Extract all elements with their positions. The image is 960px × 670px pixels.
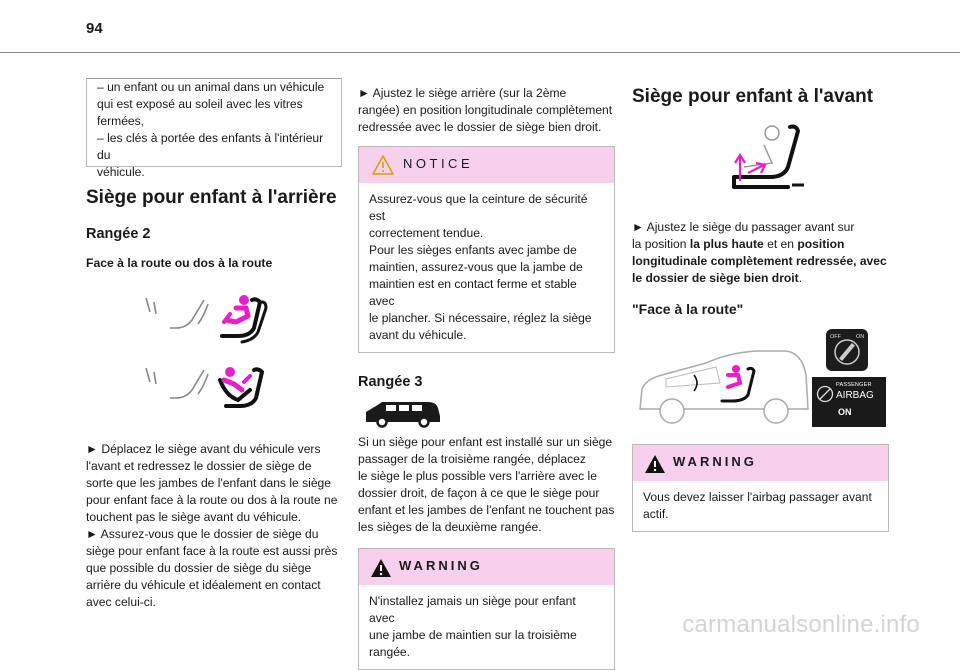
warning-body <box>359 585 614 669</box>
rearward-facing-seat-icon <box>146 367 262 406</box>
notice-line: Pour les sièges enfants avec jambe de <box>369 243 577 257</box>
face-road-subtitle: "Face à la route" <box>632 301 744 317</box>
forward-rearward-subtitle: Face à la route ou dos à la route <box>86 256 273 270</box>
watermark: carmanualsonline.info <box>682 611 920 638</box>
para-line: dossier droit, de façon à ce que le siège pour <box>358 486 600 500</box>
warning-line: N'installez jamais un siège pour enfant avec <box>369 594 576 625</box>
para-bold: la plus haute <box>689 237 764 251</box>
list-line: véhicule. <box>97 165 145 179</box>
row-2-title: Rangée 2 <box>86 226 151 242</box>
column-2 <box>358 78 615 670</box>
indicator-passenger-text: PASSENGER <box>836 382 872 388</box>
para-line <box>632 253 889 270</box>
para-bold: , avec <box>853 254 887 268</box>
para-bold: le dossier de siège bien droit <box>632 271 799 285</box>
passenger-airbag-indicator <box>812 377 886 427</box>
warning-triangle-icon <box>369 557 393 579</box>
para-line: Si un siège pour enfant est installé sur un siège <box>358 435 613 449</box>
para-fragment: et en <box>763 237 798 251</box>
para-bold: longitudinale complètement redressée <box>632 254 854 268</box>
warning-line: actif. <box>643 507 669 521</box>
airbag-no-child-seat-icon <box>816 385 834 403</box>
column-3 <box>632 78 889 532</box>
para-line: sorte que les jambes de l'enfant dans le siège <box>86 476 332 490</box>
para-line: arrière du véhicule et idéalement en contact <box>86 578 321 592</box>
warning-body <box>633 481 888 531</box>
notice-line: le plancher. Si nécessaire, réglez la siège <box>369 311 592 325</box>
key-switch-glyph <box>826 329 868 371</box>
para-fragment: . <box>798 271 803 285</box>
switch-off-label: OFF <box>830 334 841 340</box>
para-line: le siège le plus possible vers l'arrière avec le <box>358 469 597 483</box>
para-line: l'avant et redressez le dossier de siège de <box>86 459 312 473</box>
notice-line: maintien, assurez-vous que la jambe de <box>369 260 583 274</box>
front-seat-adjust-illustration <box>704 123 814 203</box>
warning-label: WARNING <box>673 454 757 469</box>
para-line: ► Assurez-vous que le dossier de siège du <box>86 527 319 541</box>
airbag-figure <box>632 329 889 433</box>
notice-triangle-icon <box>371 154 395 176</box>
continued-list <box>97 79 331 181</box>
row-3-text <box>358 434 615 536</box>
warning-label: WARNING <box>399 558 483 573</box>
para-line: enfant et les jambes de l'enfant ne touchent pas <box>358 503 615 517</box>
rear-seat-adjust-text <box>358 85 615 136</box>
para-line: rangée) en position longitudinale complètement <box>358 103 613 117</box>
indicator-airbag-text: AIRBAG <box>836 390 874 401</box>
para-line: pour enfant face à la route ou dos à la route ne <box>86 493 338 507</box>
warning-triangle-icon <box>643 453 667 475</box>
forward-facing-seat-icon <box>146 295 266 342</box>
indicator-on-text: ON <box>838 407 852 417</box>
notice-box <box>358 146 615 353</box>
section-title-front: Siège pour enfant à l'avant <box>632 86 874 107</box>
list-line: fermées, <box>97 114 145 128</box>
para-line <box>632 270 889 287</box>
para-fragment: la position <box>632 237 690 251</box>
warning-header <box>359 549 614 585</box>
front-seat-instructions <box>632 219 889 287</box>
warning-line: une jambe de maintien sur la troisième <box>369 628 577 642</box>
list-line: qui est exposé au soleil avec les vitres <box>97 97 303 111</box>
notice-line: Assurez-vous que la ceinture de sécurité est <box>369 192 588 223</box>
list-line: – un enfant ou un animal dans un véhicule <box>97 80 325 94</box>
notice-body <box>359 183 614 352</box>
warning-header <box>633 445 888 481</box>
para-line: redressée avec le dossier de siège bien droit. <box>358 120 602 134</box>
continued-warning-box <box>86 78 342 179</box>
para-line: ► Ajustez le siège arrière (sur la 2ème <box>358 86 567 100</box>
warning-line: Vous devez laisser l'airbag passager avant <box>643 490 872 504</box>
van-silhouette-icon <box>364 400 444 428</box>
para-line: touchent pas le siège avant du véhicule. <box>86 510 302 524</box>
section-title-rear: Siège pour enfant à l'arrière <box>86 187 337 208</box>
warning-line: rangée. <box>369 645 411 659</box>
para-line: ► Déplacez le siège avant du véhicule vers <box>86 442 321 456</box>
para-line: ► Ajustez le siège du passager avant sur <box>632 220 855 234</box>
para-line: les sièges de la deuxième rangée. <box>358 520 542 534</box>
para-line: avec celui-ci. <box>86 595 156 609</box>
notice-line: avant du véhicule. <box>369 328 467 342</box>
para-line <box>632 236 889 253</box>
notice-line: correctement tendue. <box>369 226 484 240</box>
switch-on-label: ON <box>856 334 865 340</box>
para-line: siège pour enfant face à la route est aussi près <box>86 544 338 558</box>
notice-label: NOTICE <box>403 156 474 171</box>
rear-seat-illustration <box>86 286 342 418</box>
row-3-title: Rangée 3 <box>358 374 423 390</box>
list-line: – les clés à portée des enfants à l'intérieur du <box>97 131 324 162</box>
car-side-view-illustration <box>636 345 812 435</box>
notice-line: maintien est en contact ferme et stable avec <box>369 277 577 308</box>
warning-box-front <box>632 444 889 532</box>
notice-header <box>359 147 614 183</box>
rear-seat-instructions <box>86 441 342 611</box>
column-1 <box>86 78 342 611</box>
para-line: passager de la troisième rangée, déplacez <box>358 452 586 466</box>
airbag-key-switch-icon <box>826 329 868 371</box>
header-rule <box>0 52 960 53</box>
page-number: 94 <box>86 20 103 37</box>
warning-box-row3 <box>358 548 615 670</box>
para-bold: position <box>797 237 845 251</box>
para-line: que possible du dossier de siège du siège <box>86 561 312 575</box>
